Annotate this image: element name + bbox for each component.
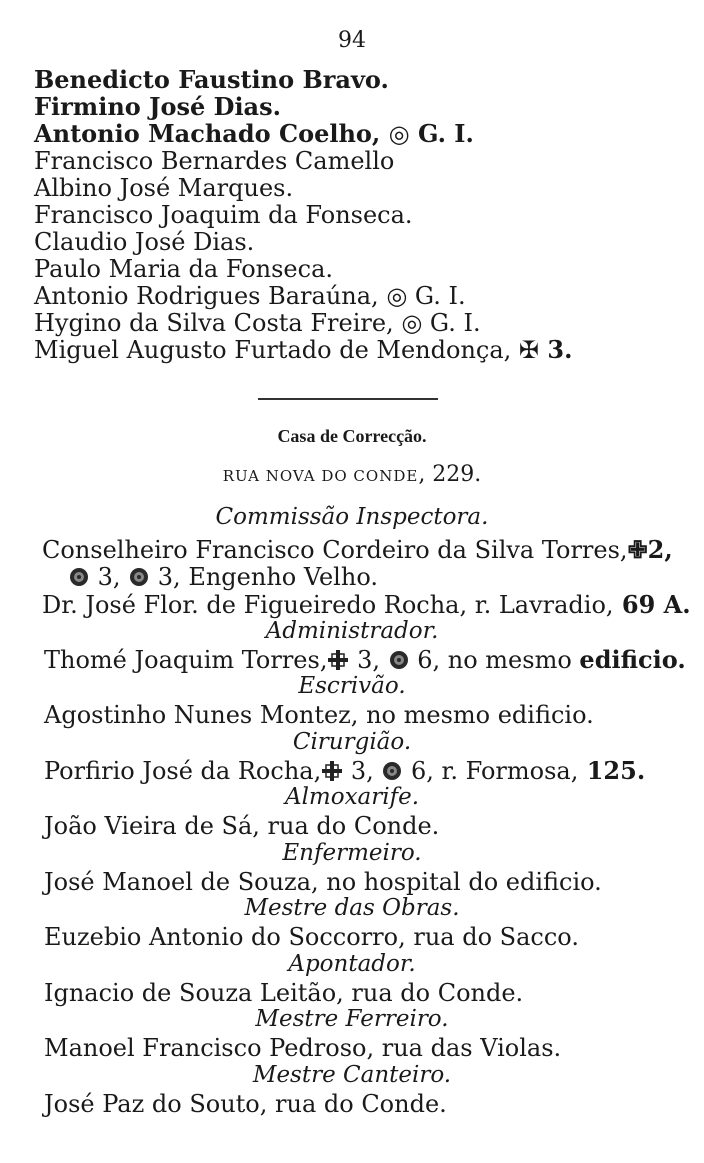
role-heading: Mestre Canteiro.	[252, 1062, 452, 1088]
entry-line: Euzebio Antonio do Soccorro, rua do Sacco.	[44, 923, 579, 951]
list-item: Albino José Marques.	[34, 174, 294, 202]
role-heading: Enfermeiro.	[282, 840, 422, 866]
cross-order-icon: ✙2,	[627, 535, 673, 564]
rosette-order-icon	[381, 760, 403, 782]
list-item: Antonio Rodrigues Baraúna, ◎ G. I.	[34, 282, 466, 310]
entry-line: José Paz do Souto, rua do Conde.	[44, 1090, 447, 1118]
role-heading: Mestre Ferreiro.	[255, 1006, 449, 1032]
section-divider	[258, 398, 438, 400]
role-heading: Commissão Inspectora.	[215, 504, 489, 530]
list-item: Francisco Bernardes Camello	[34, 147, 395, 175]
street-address: RUA NOVA DO CONDE, 229.	[222, 462, 482, 487]
entry-line: 3, 3, Engenho Velho.	[68, 563, 378, 591]
entry-line: Dr. José Flor. de Figueiredo Rocha, r. Lavradio, 69 A.	[42, 590, 691, 619]
role-heading: Almoxarife.	[284, 784, 420, 810]
list-item: Miguel Augusto Furtado de Mendonça, ✠ 3.	[34, 335, 573, 364]
role-heading: Cirurgião.	[292, 729, 412, 755]
cross-order-icon	[321, 760, 343, 782]
entry-line: Conselheiro Francisco Cordeiro da Silva Torres,✙2,	[42, 535, 673, 564]
list-item: Claudio José Dias.	[34, 228, 255, 256]
circle-order-icon: ◎	[401, 309, 423, 337]
section-title: Casa de Correcção.	[277, 426, 427, 446]
page-number: 94	[338, 28, 366, 53]
rosette-order-icon	[68, 566, 90, 588]
role-heading: Administrador.	[265, 618, 439, 644]
rosette-order-icon	[128, 566, 150, 588]
entry-line: Porfirio José da Rocha, 3, 6, r. Formosa, 125.	[44, 756, 646, 785]
list-item: Benedicto Faustino Bravo.	[34, 65, 389, 94]
list-item: Hygino da Silva Costa Freire, ◎ G. I.	[34, 309, 481, 337]
entry-line: João Vieira de Sá, rua do Conde.	[44, 812, 440, 840]
entry-line: José Manoel de Souza, no hospital do edificio.	[44, 868, 602, 896]
entry-line: Agostinho Nunes Montez, no mesmo edificio.	[44, 701, 594, 729]
role-heading: Escrivão.	[298, 673, 406, 699]
circle-order-icon: ◎	[386, 282, 408, 310]
circle-order-icon: ◎	[388, 119, 410, 148]
entry-line: Ignacio de Souza Leitão, rua do Conde.	[44, 979, 524, 1007]
role-heading: Mestre das Obras.	[244, 895, 460, 921]
list-item: Paulo Maria da Fonseca.	[34, 255, 334, 283]
cross-order-icon: ✠	[518, 336, 540, 364]
list-item: Francisco Joaquim da Fonseca.	[34, 201, 413, 229]
list-item: Antonio Machado Coelho, ◎ G. I.	[34, 119, 474, 148]
entry-line: Thomé Joaquim Torres, 3, 6, no mesmo edificio.	[44, 645, 686, 674]
list-item: Firmino José Dias.	[34, 92, 281, 121]
rosette-order-icon	[388, 649, 410, 671]
cross-order-icon	[327, 649, 349, 671]
entry-line: Manoel Francisco Pedroso, rua das Violas.	[44, 1034, 562, 1062]
role-heading: Apontador.	[288, 951, 416, 977]
